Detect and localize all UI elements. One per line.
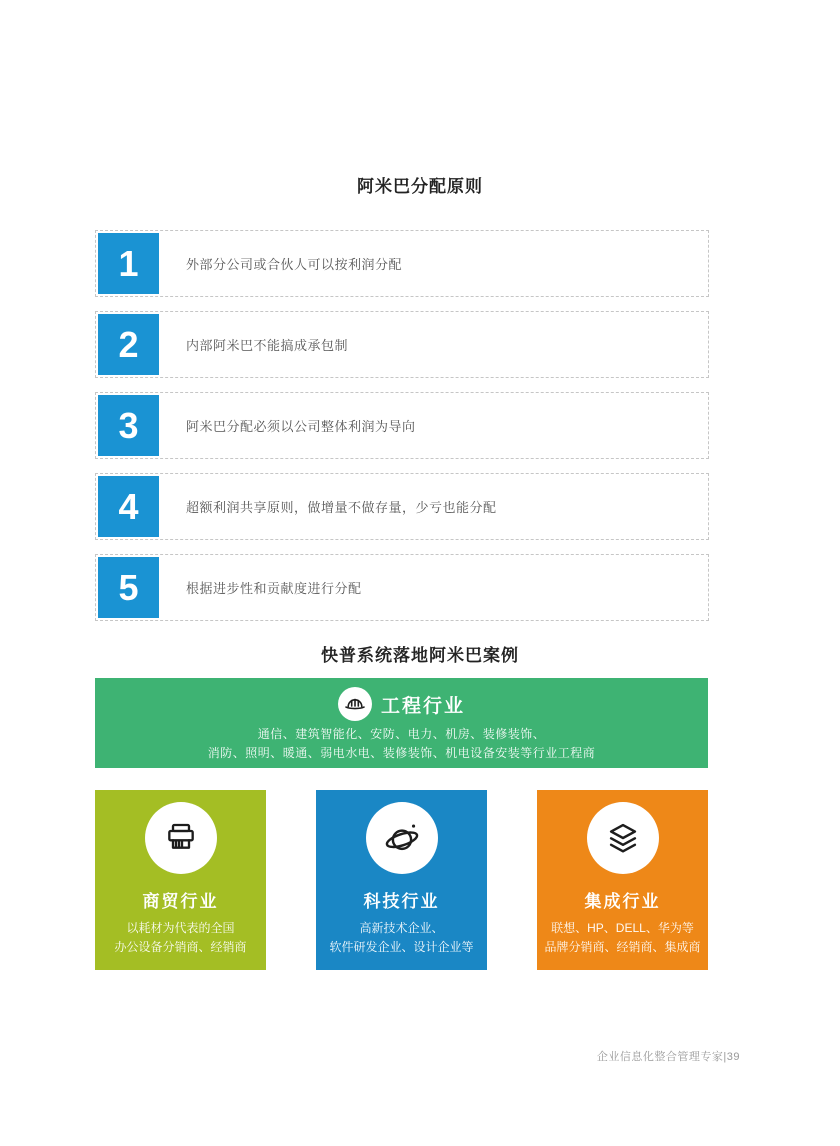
principles-list	[95, 230, 709, 635]
principle-row	[95, 554, 709, 621]
banner-header	[95, 678, 708, 721]
hard-hat-icon	[338, 687, 372, 721]
card-description	[537, 919, 708, 957]
principle-row	[95, 230, 709, 297]
cases-section-title: 快普系统落地阿米巴案例	[321, 646, 519, 665]
card-line2: 软件研发企业、设计企业等	[329, 940, 474, 954]
principle-row	[95, 473, 709, 540]
card-title: 商贸行业	[142, 892, 219, 911]
card-title: 集成行业	[584, 892, 661, 911]
principle-number-badge: 4	[98, 476, 159, 537]
card-line1: 联想、HP、DELL、华为等	[551, 921, 694, 935]
principle-text: 根据进步性和贡献度进行分配	[186, 581, 362, 596]
printer-icon	[145, 802, 217, 874]
industry-cards	[95, 790, 708, 970]
card-tech-industry	[316, 790, 487, 970]
card-line1: 以耗材为代表的全国	[126, 921, 235, 935]
planet-icon	[366, 802, 438, 874]
card-line2: 办公设备分销商、经销商	[114, 940, 247, 954]
principle-row	[95, 311, 709, 378]
principle-text: 外部分公司或合伙人可以按利润分配	[186, 257, 403, 272]
card-description	[95, 919, 266, 957]
banner-line1: 通信、建筑智能化、安防、电力、机房、装修装饰、	[257, 727, 546, 741]
card-description	[316, 919, 487, 957]
page-title: 阿米巴分配原则	[357, 177, 483, 196]
card-line2: 品牌分销商、经销商、集成商	[544, 940, 701, 954]
engineering-industry-banner	[95, 678, 708, 768]
layers-icon	[587, 802, 659, 874]
principle-number-badge: 3	[98, 395, 159, 456]
principle-number-badge: 1	[98, 233, 159, 294]
principle-text: 阿米巴分配必须以公司整体利润为导向	[186, 419, 416, 434]
banner-line2: 消防、照明、暖通、弱电水电、装修装饰、机电设备安装等行业工程商	[207, 746, 596, 760]
principle-text: 内部阿米巴不能搞成承包制	[186, 338, 349, 353]
card-trade-industry	[95, 790, 266, 970]
card-line1: 高新技术企业、	[359, 921, 444, 935]
principle-text: 超额利润共享原则，做增量不做存量，少亏也能分配	[186, 500, 497, 515]
principle-row	[95, 392, 709, 459]
page-footer: 企业信息化整合管理专家|39	[596, 1051, 740, 1063]
card-title: 科技行业	[363, 892, 440, 911]
principle-number-badge: 2	[98, 314, 159, 375]
banner-description	[95, 725, 708, 763]
banner-title: 工程行业	[380, 695, 465, 717]
card-integration-industry	[537, 790, 708, 970]
principle-number-badge: 5	[98, 557, 159, 618]
